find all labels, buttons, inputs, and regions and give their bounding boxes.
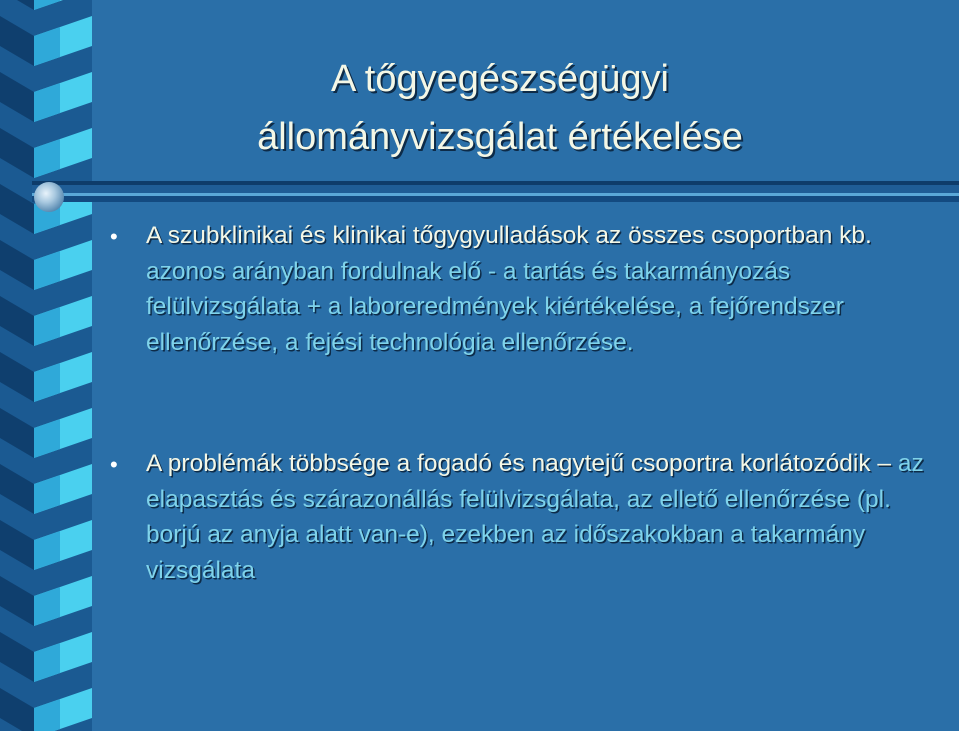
- title-divider: [32, 181, 959, 205]
- bullet-paragraph-2: [146, 446, 946, 588]
- bullet-dot-2: •: [110, 452, 118, 477]
- bullet2-text-a: A problémák többsége a fogadó és nagytejű csoportra korlátozódik –: [146, 450, 898, 477]
- bullet1-text-b: azonos arányban fordulnak elő - a tartás és takarmányozás felülvizsgálata + a laboreredmények kiértékelése, a fejőrendszer ellenőrzése, a fejési technológia ellenőrzése.: [146, 257, 844, 356]
- divider-knob-icon: [34, 182, 64, 212]
- slide-title-line2: állományvizsgálat értékelése: [257, 116, 743, 158]
- decorative-left-strip: [0, 0, 92, 731]
- slide-title-line1: A tőgyegészségügyi: [330, 58, 669, 100]
- bullet-paragraph-1: [146, 218, 946, 360]
- bullet-dot-1: •: [110, 224, 118, 249]
- bullet1-text-a: A szubklinikai és klinikai tőgygyulladások az összes csoportban kb.: [146, 222, 872, 249]
- bullet2-text-b: az elapasztás és szárazonállás felülvizsgálata, az ellető ellenőrzése (pl. borjú az anyja alatt van-e), ezekben az időszakokban a takarmány vizsgálata: [146, 450, 924, 584]
